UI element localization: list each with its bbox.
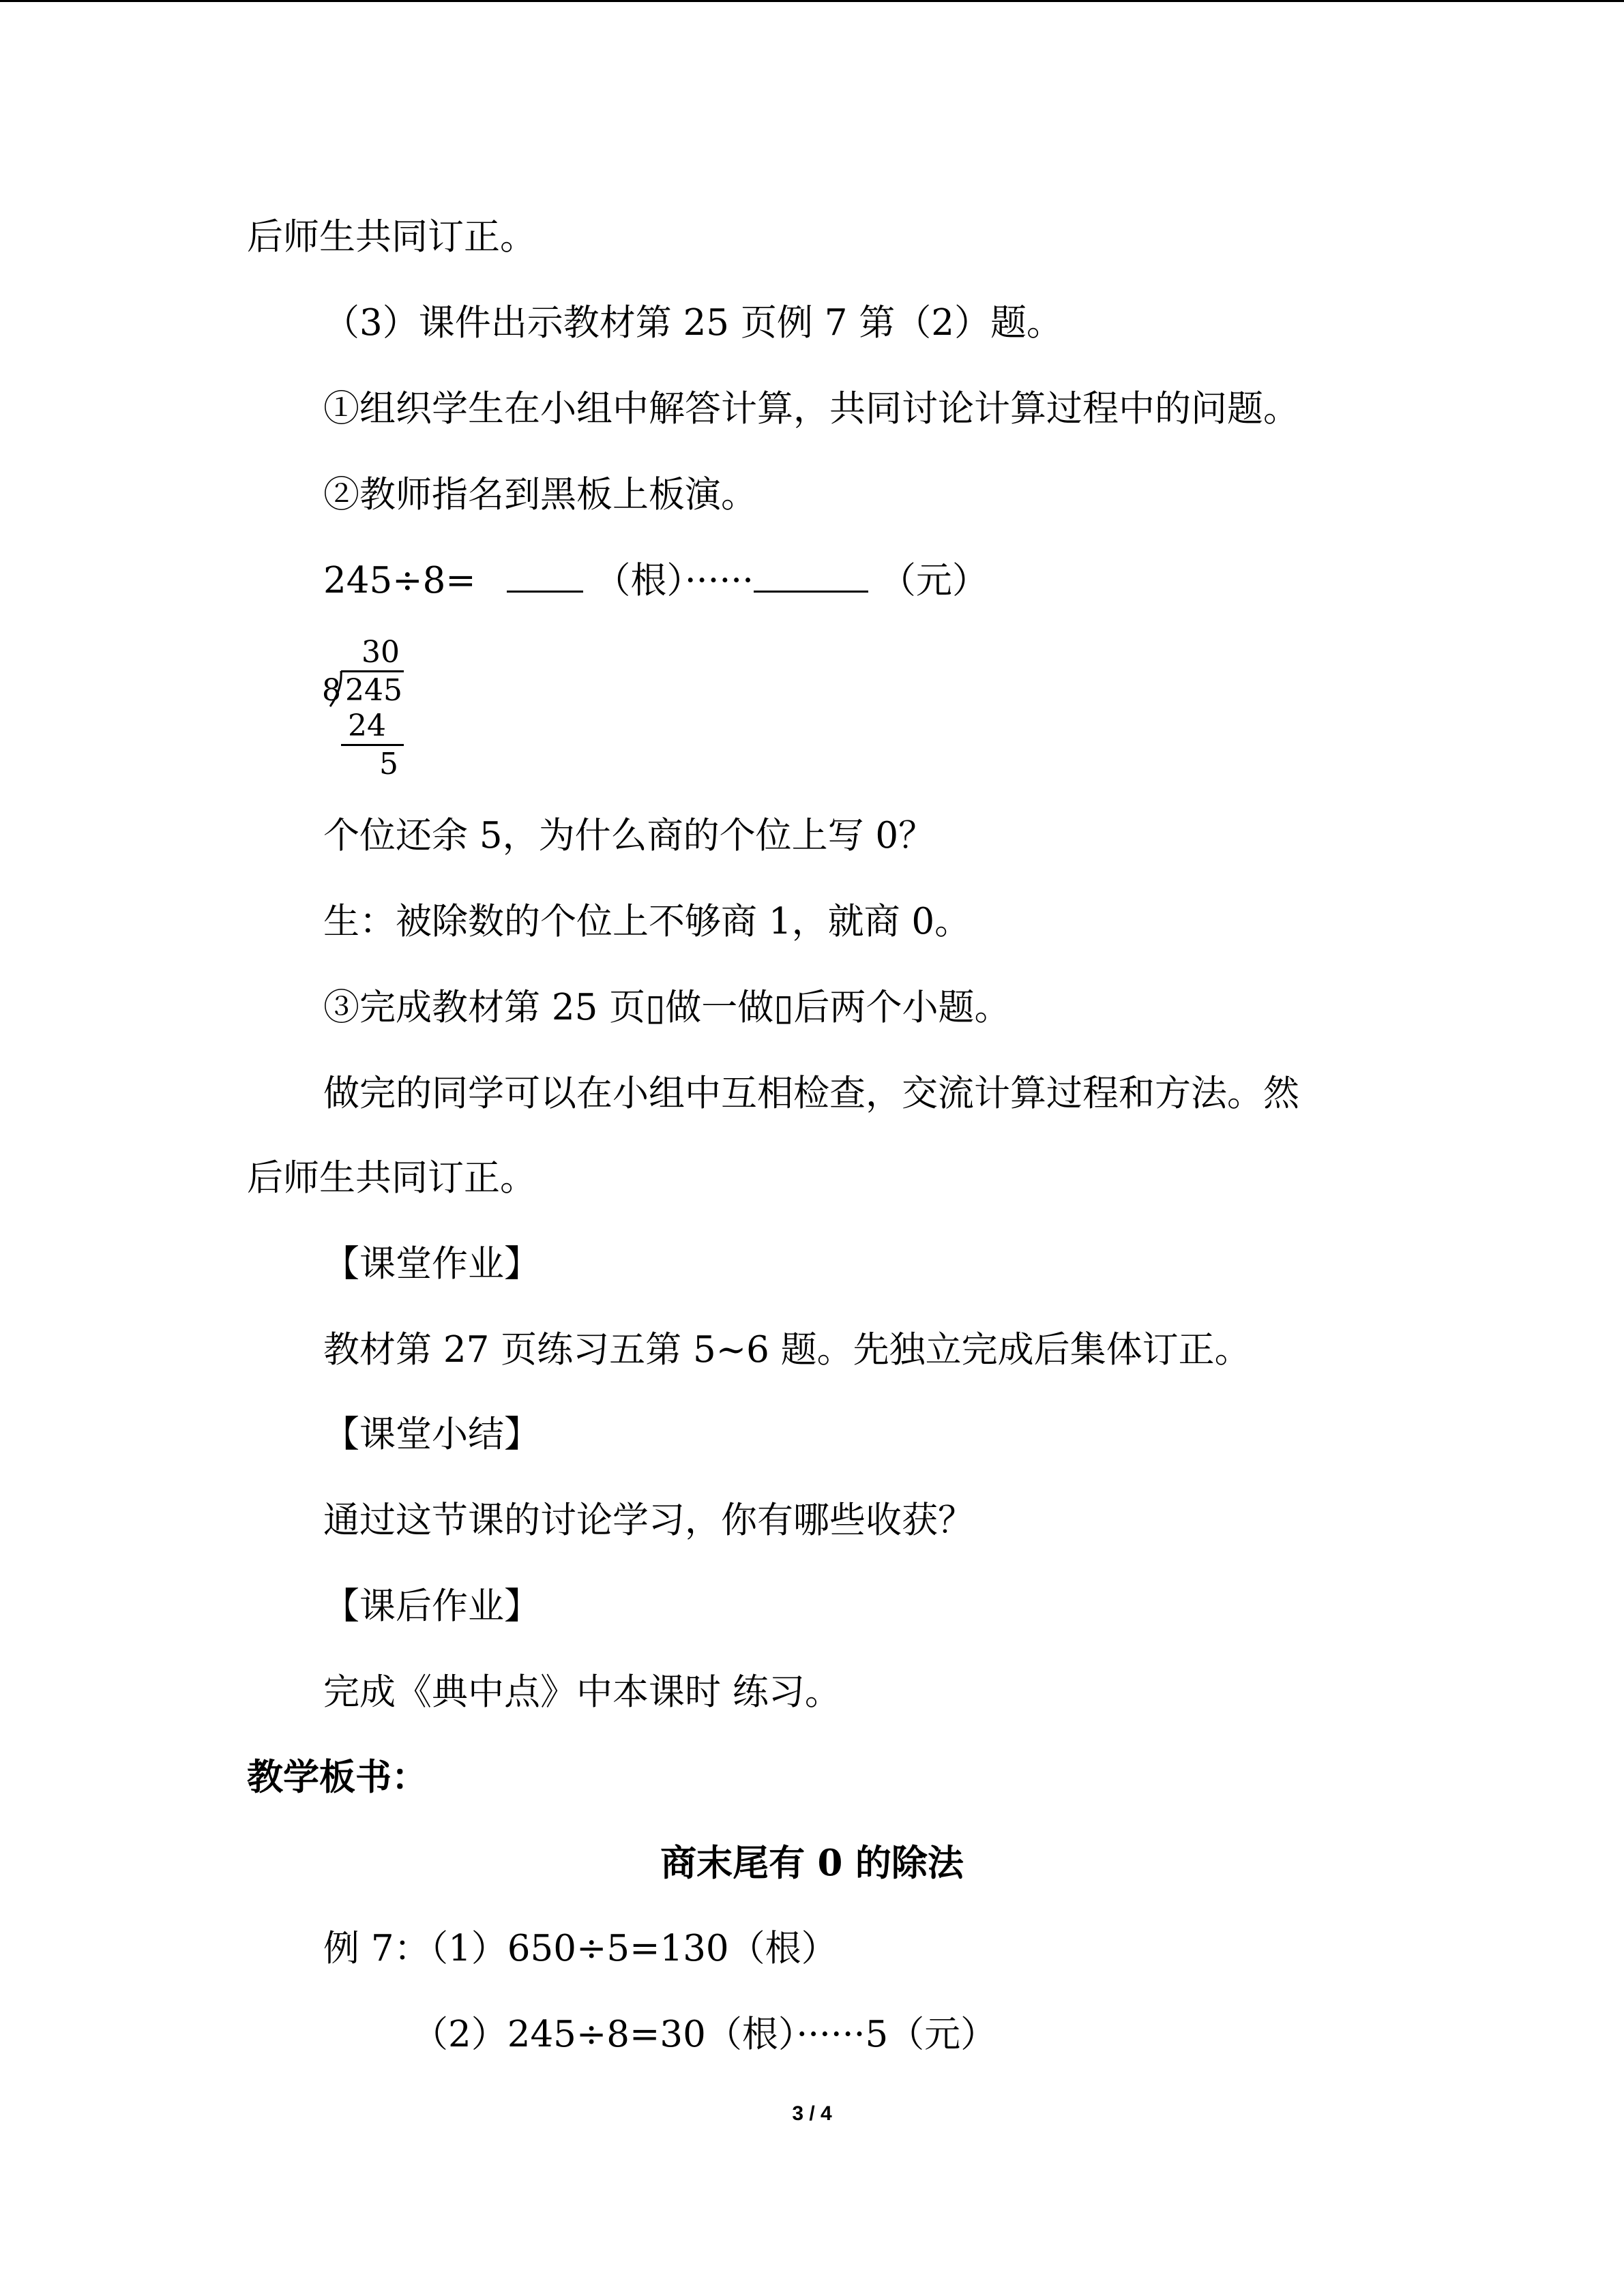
ld-divisor: 8 — [322, 673, 341, 708]
paragraph-line: 后师生共同订正。 — [247, 216, 536, 258]
paragraph-line: 个位还余 5，为什么商的个位上写 0？ — [323, 815, 935, 856]
equation-with-blanks — [323, 558, 988, 603]
paragraph-line: ①组织学生在小组中解答计算，共同讨论计算过程中的问题。 — [323, 388, 1299, 430]
top-border — [0, 0, 1624, 2]
answer-blank — [754, 558, 868, 593]
paragraph-line: 后师生共同订正。 — [247, 1157, 536, 1199]
page-number: 3 / 4 — [792, 2102, 832, 2125]
paragraph-line: ②教师指名到黑板上板演。 — [323, 474, 757, 516]
equation-text: 245÷8= — [323, 560, 476, 601]
equation-unit: （元） — [879, 560, 988, 601]
paragraph-line: （3）课件出示教材第 25 页例 7 第（2）题。 — [323, 302, 1063, 344]
ld-dividend: 245 — [345, 673, 402, 708]
paragraph-line: 做完的同学可以在小组中互相检查，交流计算过程和方法。然 — [323, 1073, 1299, 1114]
board-line: 例 7：（1）650÷5=130（根） — [323, 1928, 838, 1969]
ld-remainder: 5 — [379, 747, 398, 781]
ld-top-rule — [341, 670, 404, 672]
paragraph-line: 生：被除数的个位上不够商 1，就商 0。 — [323, 901, 971, 942]
ld-quotient: 30 — [361, 635, 400, 670]
answer-blank — [507, 558, 583, 593]
paragraph-line: 完成《典中点》中本课时 练习。 — [323, 1671, 841, 1713]
section-heading: 【课堂作业】 — [323, 1243, 540, 1285]
board-heading: 教学板书： — [247, 1756, 428, 1798]
ld-bottom-rule — [341, 744, 404, 746]
section-heading: 【课后作业】 — [323, 1585, 540, 1627]
board-line: （2）245÷8=30（根）······5（元） — [412, 2014, 997, 2055]
paragraph-line: 通过这节课的讨论学习，你有哪些收获？ — [323, 1500, 974, 1541]
ld-product: 24 — [348, 709, 386, 743]
paragraph-line: ③完成教材第 25 页▯做一做▯后两个小题。 — [323, 987, 1011, 1028]
section-heading: 【课堂小结】 — [323, 1414, 540, 1455]
paragraph-line: 教材第 27 页练习五第 5~6 题。先独立完成后集体订正。 — [323, 1329, 1251, 1371]
equation-unit: （根）······ — [594, 560, 754, 601]
board-title: 商末尾有 0 的除法 — [660, 1842, 964, 1884]
